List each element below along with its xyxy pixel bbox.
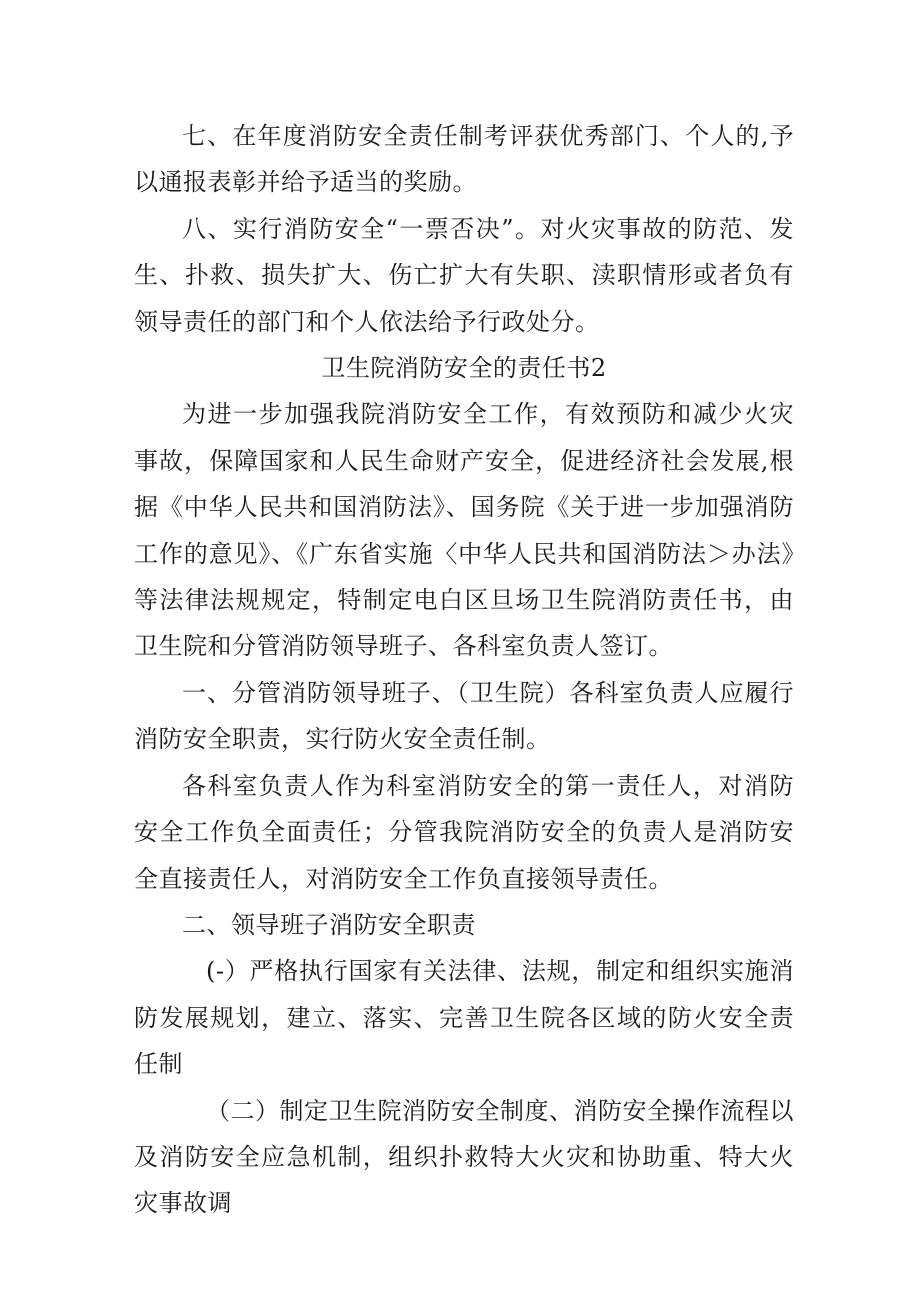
paragraph-two-item-1: (-）严格执行国家有关法律、法规，制定和组织实施消防发展规划，建立、落实、完善卫生院各区域的防火安全责任制 — [134, 957, 794, 1079]
paragraph-two-item-2: （二）制定卫生院消防安全制度、消防安全操作流程以及消防安全应急机制，组织扑救特大火灾和协助重、特大火灾事故调 — [134, 1096, 794, 1218]
paragraph-eight: 八、实行消防安全“一票否决”。对火灾事故的防范、发生、扑救、损失扩大、伤亡扩大有失职、渎职情形或者负有领导责任的部门和个人依法给予行政处分。 — [134, 214, 794, 336]
section-title: 卫生院消防安全的责任书2 — [321, 354, 607, 383]
paragraph-two: 二、领导班子消防安全职责 — [182, 910, 476, 939]
paragraph-seven: 七、在年度消防安全责任制考评获优秀部门、个人的,予以通报表彰并给予适当的奖励。 — [134, 122, 794, 197]
paragraph-intro: 为进一步加强我院消防安全工作，有效预防和减少火灾事故，保障国家和人民生命财产安全，促进经济社会发展,根据《中华人民共和国消防法》、国务院《关于进一步加强消防工作的意见》、《广东省实施〈中华人民共和国消防法＞办法》等法律法规规定，特制定电白区旦场卫生院消防责任书，由卫生院和分管消防领导班子、各科室负责人签订。 — [134, 400, 794, 661]
paragraph-responsibility: 各科室负责人作为科室消防安全的第一责任人，对消防安全工作负全面责任；分管我院消防安全的负责人是消防安全直接责任人，对消防安全工作负直接领导责任。 — [134, 771, 794, 893]
paragraph-one: 一、分管消防领导班子、（卫生院）各科室负责人应履行消防安全职责，实行防火安全责任制。 — [134, 678, 794, 754]
document-body — [134, 113, 794, 1227]
